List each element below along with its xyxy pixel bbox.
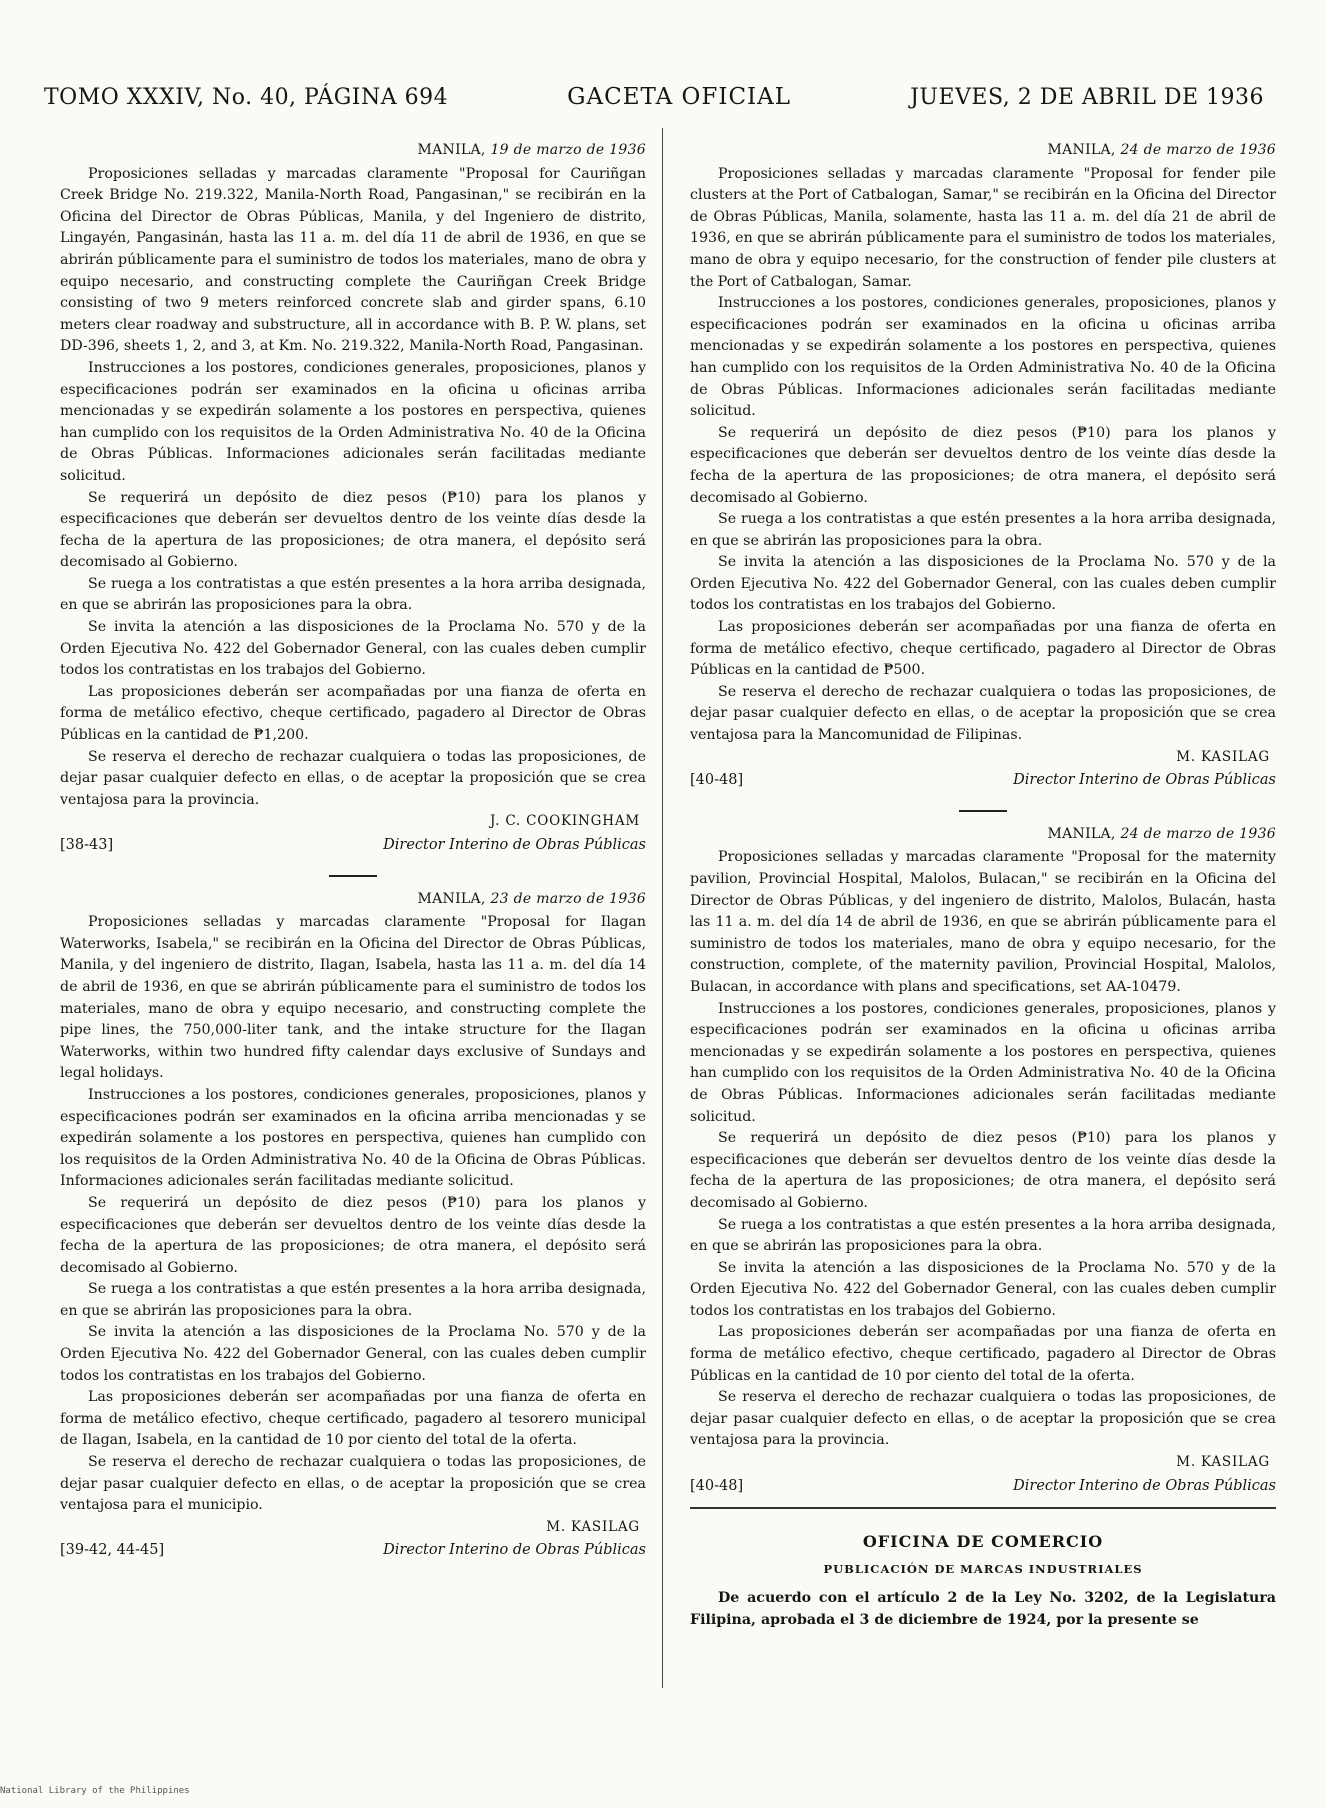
notice-malolos-hospital	[690, 824, 1276, 1497]
signer-title: Director Interino de Obras Públicas	[383, 1542, 646, 1559]
right-column	[690, 140, 1276, 1632]
notice-paragraph: Se invita la atención a las disposiciones de la Proclama No. 570 y de la Orden Ejecutiva No. 422 del Gobernador General, con las cuales deben cumplir todos los contratistas en los trabajos del Gobierno.	[60, 619, 646, 679]
publication-title: GACETA OFICIAL	[567, 84, 792, 110]
notice-paragraph: Se requerirá un depósito de diez pesos (₱10) para los planos y especificaciones que deberán ser devueltos dentro de los veinte días desde la fecha de la apertura de las proposiciones; de otra manera, el depósito será decomisado al Gobierno.	[60, 489, 646, 571]
signer-name: M. KASILAG	[1176, 1454, 1270, 1471]
notice-paragraph: Proposiciones selladas y marcadas claramente "Proposal for the maternity pavilion, Provincial Hospital, Malolos, Bulacan," se recibirán en la Oficina del Director de Obras Públicas, y del ingeniero de distrito, Malolos, Bulacán, hasta las 11 a. m. del día 14 de abril de 1936, en que se abrirán públicamente para el suministro de todos los materiales, mano de obra y equipo necesario, for the construction, complete, of the maternity pavilion, Provincial Hospital, Malolos, Bulacan, in accordance with plans and specifications, set AA-10479.	[690, 849, 1276, 995]
notice-paragraph: Se requerirá un depósito de diez pesos (₱10) para los planos y especificaciones que deberán ser devueltos dentro de los veinte días desde la fecha de la apertura de las proposiciones; de otra manera, el depósito será decomisado al Gobierno.	[690, 424, 1276, 506]
notice-paragraph: Se ruega a los contratistas a que estén presentes a la hora arriba designada, en que se abrirán las proposiciones para la obra.	[690, 1216, 1276, 1255]
dateline: MANILA, 23 de marzo de 1936	[417, 890, 646, 907]
signer-title: Director Interino de Obras Públicas	[1013, 1477, 1276, 1494]
signer-title: Director Interino de Obras Públicas	[1013, 772, 1276, 789]
notice-caurinigan-bridge	[60, 140, 646, 857]
notice-paragraph: Se reserva el derecho de rechazar cualquiera o todas las proposiciones, de dejar pasar cualquier defecto en ellas, o de aceptar la proposición que se crea ventajosa para el municipio.	[60, 1454, 646, 1514]
notice-paragraph: Las proposiciones deberán ser acompañadas por una fianza de oferta en forma de metálico efectivo, cheque certificado, pagadero al Director de Obras Públicas en la cantidad de ₱1,200.	[60, 683, 646, 744]
notice-paragraph: Instrucciones a los postores, condiciones generales, proposiciones, planos y especificaciones podrán ser examinados en la oficina u oficinas arriba mencionadas y se expedirán solamente a los postores en perspectiva, quienes han cumplido con los requisitos de la Orden Administrativa No. 40 de la Oficina de Obras Públicas. Informaciones adicionales serán facilitadas mediante solicitud.	[60, 359, 646, 484]
column-divider	[662, 128, 663, 1688]
library-stamp: National Library of the Philippines	[0, 1786, 190, 1796]
signature-row	[60, 835, 646, 857]
issue-ref: [40-48]	[690, 772, 744, 789]
issue-date: JUEVES, 2 DE ABRIL DE 1936	[910, 85, 1264, 110]
notice-paragraph: Proposiciones selladas y marcadas claramente "Proposal for Cauriñgan Creek Bridge No. 219.322, Manila-North Road, Pangasinan," se recibirán en la Oficina del Director de Obras Públicas, Manila, y del Ingeniero de distrito, Lingayén, Pangasinán, hasta las 11 a. m. del día 11 de abril de 1936, en que se abrirán públicamente para el suministro de todos los materiales, mano de obra y equipo necesario, and constructing complete the Cauriñgan Creek Bridge consisting of two 9 meters reinforced concrete slab and girder spans, 6.10 meters clear roadway and substructure, all in accordance with B. P. W. plans, set DD-396, sheets 1, 2, and 3, at Km. No. 219.322, Manila-North Road, Pangasinan.	[60, 165, 646, 355]
notice-paragraph: Proposiciones selladas y marcadas claramente "Proposal for fender pile clusters at the Port of Catbalogan, Samar," se recibirán en la Oficina del Director de Obras Públicas, Manila, solamente, hasta las 11 a. m. del día 21 de abril de 1936, en que se abrirán públicamente para el suministro de todos los materiales, mano de obra y equipo necesario, for the construction of fender pile clusters at the Port of Catbalogan, Samar.	[690, 165, 1276, 290]
notice-paragraph: Se requerirá un depósito de diez pesos (₱10) para los planos y especificaciones que deberán ser devueltos dentro de los veinte días desde la fecha de la apertura de las proposiciones; de otra manera, el depósito será decomisado al Gobierno.	[690, 1130, 1276, 1211]
signature-row	[690, 770, 1276, 792]
notice-paragraph: Se reserva el derecho de rechazar cualquiera o todas las proposiciones, de dejar pasar cualquier defecto en ellas, o de aceptar la proposición que se crea ventajosa para la Mancomunidad de Filipinas.	[690, 683, 1276, 744]
notice-ilagan-waterworks	[60, 889, 646, 1562]
signature-row	[690, 1476, 1276, 1498]
issue-ref: [39-42, 44-45]	[60, 1542, 165, 1559]
section-paragraph: De acuerdo con el artículo 2 de la Ley No. 3202, de la Legislatura Filipina, aprobada el 3 de diciembre de 1924, por la presente se	[690, 1590, 1276, 1628]
signer-name: J. C. COOKINGHAM	[489, 813, 640, 830]
issue-ref: [40-48]	[690, 1477, 744, 1494]
notice-paragraph: Se ruega a los contratistas a que estén presentes a la hora arriba designada, en que se abrirán las proposiciones para la obra.	[690, 511, 1276, 549]
signer-name: M. KASILAG	[1176, 748, 1270, 765]
commerce-section	[690, 1531, 1276, 1631]
signer-title: Director Interino de Obras Públicas	[383, 837, 646, 853]
signature-row	[60, 1540, 646, 1562]
dateline: MANILA, 19 de marzo de 1936	[417, 142, 646, 158]
section-subtitle: PUBLICACIÓN DE MARCAS INDUSTRIALES	[823, 1561, 1143, 1576]
notice-paragraph: Se invita la atención a las disposiciones de la Proclama No. 570 y de la Orden Ejecutiva No. 422 del Gobernador General, con las cuales deben cumplir todos los contratistas en los trabajos del Gobierno.	[690, 554, 1276, 614]
notice-paragraph: Se reserva el derecho de rechazar cualquiera o todas las proposiciones, de dejar pasar cualquier defecto en ellas, o de aceptar la proposición que se crea ventajosa para la provincia.	[60, 748, 646, 808]
notice-catbalogan-port	[690, 140, 1276, 792]
issue-info: TOMO XXXIV, No. 40, PÁGINA 694	[44, 85, 449, 110]
section-title: OFICINA DE COMERCIO	[862, 1532, 1104, 1552]
page-header	[44, 84, 1264, 120]
notice-separator	[959, 810, 1007, 812]
notice-paragraph: Se requerirá un depósito de diez pesos (₱10) para los planos y especificaciones que deberán ser devueltos dentro de los veinte días desde la fecha de la apertura de las proposiciones; de otra manera, el depósito será decomisado al Gobierno.	[60, 1194, 646, 1276]
dateline: MANILA, 24 de marzo de 1936	[1047, 825, 1276, 842]
notice-paragraph: Las proposiciones deberán ser acompañadas por una fianza de oferta en forma de metálico efectivo, cheque certificado, pagadero al Director de Obras Públicas en la cantidad de ₱500.	[690, 619, 1276, 679]
dateline: MANILA, 24 de marzo de 1936	[1047, 142, 1276, 158]
issue-ref: [38-43]	[60, 837, 114, 853]
notice-paragraph: Las proposiciones deberán ser acompañadas por una fianza de oferta en forma de metálico efectivo, cheque certificado, pagadero al tesorero municipal de Ilagan, Isabela, en la cantidad de 10 por ciento del total de la oferta.	[60, 1389, 646, 1449]
notice-paragraph: Instrucciones a los postores, condiciones generales, proposiciones, planos y especificaciones podrán ser examinados en la oficina u oficinas arriba mencionadas y se expedirán solamente a los postores en perspectiva, quienes han cumplido con los requisitos de la Orden Administrativa No. 40 de la Oficina de Obras Públicas. Informaciones adicionales serán facilitadas mediante solicitud.	[690, 295, 1276, 420]
notice-separator	[329, 875, 377, 877]
notice-paragraph: Se invita la atención a las disposiciones de la Proclama No. 570 y de la Orden Ejecutiva No. 422 del Gobernador General, con las cuales deben cumplir todos los contratistas en los trabajos del Gobierno.	[60, 1324, 646, 1384]
notice-paragraph: Se invita la atención a las disposiciones de la Proclama No. 570 y de la Orden Ejecutiva No. 422 del Gobernador General, con las cuales deben cumplir todos los contratistas en los trabajos del Gobierno.	[690, 1259, 1276, 1319]
notice-paragraph: Las proposiciones deberán ser acompañadas por una fianza de oferta en forma de metálico efectivo, cheque certificado, pagadero al Director de Obras Públicas en la cantidad de 10 por ciento del total de la oferta.	[690, 1324, 1276, 1384]
left-column	[60, 140, 646, 1562]
notice-paragraph: Instrucciones a los postores, condiciones generales, proposiciones, planos y especificaciones podrán ser examinados en la oficina arriba mencionadas y se expedirán solamente a los postores en perspectiva, quienes han cumplido con los requisitos de la Orden Administrativa No. 40 de la Oficina de Obras Públicas. Informaciones adicionales serán facilitadas mediante solicitud.	[60, 1086, 646, 1190]
notice-paragraph: Se reserva el derecho de rechazar cualquiera o todas las proposiciones, de dejar pasar cualquier defecto en ellas, o de aceptar la proposición que se crea ventajosa para la provincia.	[690, 1389, 1276, 1449]
notice-paragraph: Instrucciones a los postores, condiciones generales, proposiciones, planos y especificaciones podrán ser examinados en la oficina u oficinas arriba mencionadas y se expedirán solamente a los postores en perspectiva, quienes han cumplido con los requisitos de la Orden Administrativa No. 40 de la Oficina de Obras Públicas. Informaciones adicionales serán facilitadas mediante solicitud.	[690, 1000, 1276, 1125]
section-rule	[690, 1507, 1276, 1509]
notice-paragraph: Se ruega a los contratistas a que estén presentes a la hora arriba designada, en que se abrirán las proposiciones para la obra.	[60, 1281, 646, 1319]
notice-paragraph: Se ruega a los contratistas a que estén presentes a la hora arriba designada, en que se abrirán las proposiciones para la obra.	[60, 575, 646, 614]
signer-name: M. KASILAG	[546, 1518, 640, 1535]
notice-paragraph: Proposiciones selladas y marcadas claramente "Proposal for Ilagan Waterworks, Isabela," se recibirán en la Oficina del Director de Obras Públicas, Manila, y del ingeniero de distrito, Ilagan, Isabela, hasta las 11 a. m. del día 14 de abril de 1936, en que se abrirán públicamente para el suministro de todos los materiales, mano de obra y equipo necesario, and constructing complete the pipe lines, the 750,000-liter tank, and the intake structure for the Ilagan Waterworks, within two hundred fifty calendar days exclusive of Sundays and legal holidays.	[60, 914, 646, 1082]
